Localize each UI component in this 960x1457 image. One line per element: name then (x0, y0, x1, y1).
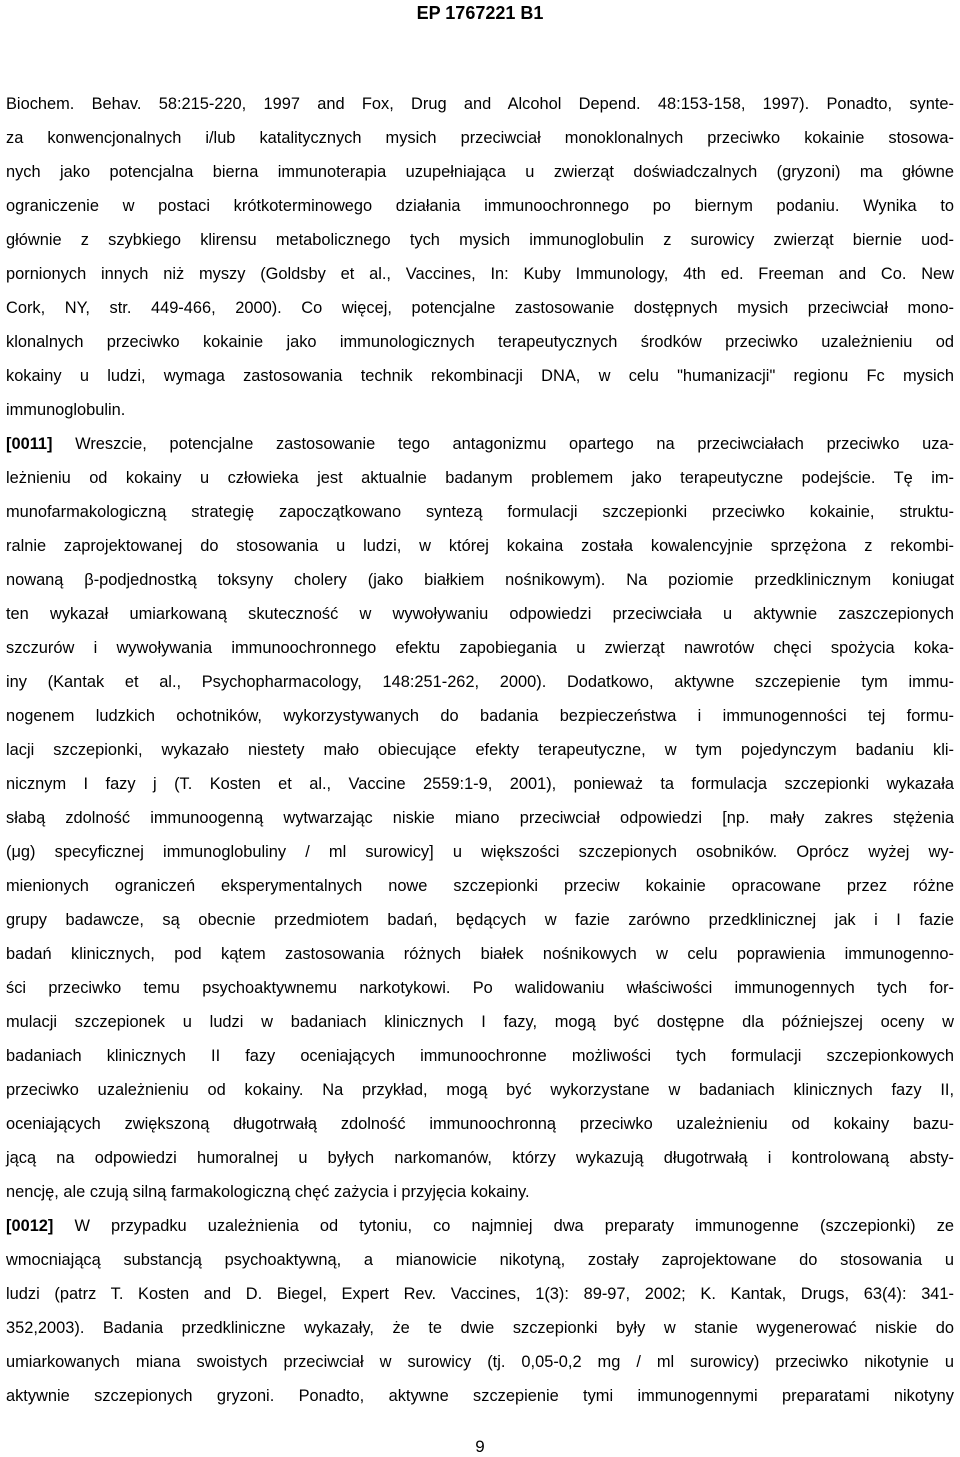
text-line: badań klinicznych, pod kątem zastosowania różnych białek nośnikowych w celu poprawienia immunogenno- (6, 945, 954, 963)
page-number: 9 (475, 1437, 485, 1456)
text-line: przeciwko uzależnieniu od kokainy. Na przykład, mogą być wykorzystane w badaniach klinicznych fazy II, (6, 1081, 954, 1099)
text-line: kokainy u ludzi, wymaga zastosowania technik rekombinacji DNA, w celu "humanizacji" regionu Fc mysich (6, 367, 954, 385)
text-line: głównie z szybkiego klirensu metabolicznego tych mysich immunoglobulin z surowicy zwierząt biernie uod- (6, 231, 954, 249)
text-line: słabą zdolność immunoogenną wytwarzając niskie miano przeciwciał odpowiedzi [np. mały zakres stężenia (6, 809, 954, 827)
text-line: Biochem. Behav. 58:215-220, 1997 and Fox, Drug and Alcohol Depend. 48:153-158, 1997). Ponadto, synte- (6, 95, 954, 113)
text-line: pornionych innych niż myszy (Goldsby et al., Vaccines, In: Kuby Immunology, 4th ed. Freeman and Co. New (6, 265, 954, 283)
text-line: jącą na odpowiedzi humoralnej u byłych narkomanów, którzy wykazują długotrwałą i kontrolowaną absty- (6, 1149, 954, 1167)
patent-number-header: EP 1767221 B1 (416, 3, 544, 23)
text-line: iny (Kantak et al., Psychopharmacology, 148:251-262, 2000). Dodatkowo, aktywne szczepienie tym immu- (6, 673, 954, 691)
text-line: ludzi (patrz T. Kosten and D. Biegel, Expert Rev. Vaccines, 1(3): 89-97, 2002; K. Kantak, Drugs, 63(4): 341- (6, 1285, 954, 1303)
text-line: nych jako potencjalna bierna immunoterapia uzupełniająca u zwierząt doświadczalnych (gryzoni) ma główne (6, 163, 954, 181)
text-line: munofarmakologiczną strategię zapoczątkowano syntezą formulacji szczepionki przeciwko kokainie, struktu- (6, 503, 954, 521)
text-line: nencję, ale czują silną farmakologiczną chęć zażycia i przyjęcia kokainy. (6, 1183, 530, 1201)
text-line: aktywnie szczepionych gryzoni. Ponadto, aktywne szczepienie tymi immunogennymi preparatami nikotyny (6, 1387, 954, 1405)
text-line: mienionych ograniczeń eksperymentalnych nowe szczepionki przeciw kokainie opracowane przez różne (6, 877, 954, 895)
text-line: ograniczenie w postaci krótkoterminowego działania immunoochronnego po biernym podaniu. Wynika to (6, 197, 954, 215)
text-line: badaniach klinicznych II fazy oceniających immunoochronne możliwości tych formulacji szczepionkowych (6, 1047, 954, 1065)
text-line: Cork, NY, str. 449-466, 2000). Co więcej, potencjalne zastosowanie dostępnych mysich przeciwciał mono- (6, 299, 954, 317)
text-line: lacji szczepionki, wykazało niestety mało obiecujące efekty terapeutyczne, w tym pojedynczym badaniu kli- (6, 741, 954, 759)
text-line: nogenem ludzkich ochotników, wykorzystywanych do badania bezpieczeństwa i immunogenności tej formu- (6, 707, 954, 725)
text-line: za konwencjonalnych i/lub katalitycznych mysich przeciwciał monoklonalnych przeciwko kokainie stosowa- (6, 129, 954, 147)
text-line: Wreszcie, potencjalne zastosowanie tego antagonizmu opartego na przeciwciałach przeciwko uza- (75, 435, 954, 453)
text-line: wmocniającą substancją psychoaktywną, a mianowicie nikotyną, zostały zaprojektowane do stosowania u (6, 1251, 954, 1269)
paragraph-ref-0011: [0011] (6, 435, 53, 453)
paragraph-0012-first-line (6, 1209, 954, 1243)
text-line: grupy badawcze, są obecnie przedmiotem badań, będących w fazie zarówno przedklinicznej jak i I fazie (6, 911, 954, 929)
text-line: mulacji szczepionek u ludzi w badaniach klinicznych I fazy, mogą być dostępne dla późniejszej oceny w (6, 1013, 954, 1031)
text-line: (μg) specyficznej immunoglobuliny / ml surowicy] u większości szczepionych osobników. Oprócz wyżej wy- (6, 843, 954, 861)
text-line: ści przeciwko temu psychoaktywnemu narkotykowi. Po walidowaniu właściwości immunogennych tych for- (6, 979, 954, 997)
text-line: szczurów i wywoływania immunoochronnego efektu zapobiegania u zwierząt nawrotów chęci spożycia koka- (6, 639, 954, 657)
paragraph-ref-0012: [0012] (6, 1217, 54, 1235)
text-line: leżnieniu od kokainy u człowieka jest aktualnie badanym problemem jako terapeutyczne podejście. Tę im- (6, 469, 954, 487)
text-line: 352,2003). Badania przedkliniczne wykazały, że te dwie szczepionki były w stanie wygenerować niskie do (6, 1319, 954, 1337)
document-body (6, 87, 954, 1413)
text-line: nicznym I fazy j (T. Kosten et al., Vaccine 2559:1-9, 2001), ponieważ ta formulacja szczepionki wykazała (6, 775, 954, 793)
text-line: nowaną β-podjednostką toksyny cholery (jako białkiem nośnikowym). Na poziomie przedklinicznym koniugat (6, 571, 954, 589)
text-line: klonalnych przeciwko kokainie jako immunologicznych terapeutycznych środków przeciwko uzależnieniu od (6, 333, 954, 351)
text-line: ralnie zaprojektowanej do stosowania u ludzi, w której kokaina została kowalencyjnie sprzężona z rekombi- (6, 537, 954, 555)
text-line: oceniających zwiększoną długotrwałą zdolność immunoochronną przeciwko uzależnieniu od kokainy bazu- (6, 1115, 954, 1133)
text-line: ten wykazał umiarkowaną skuteczność w wywoływaniu odpowiedzi przeciwciała u aktywnie zaszczepionych (6, 605, 954, 623)
paragraph-0011-first-line (6, 427, 954, 461)
text-line: umiarkowanych miana swoistych przeciwciał w surowicy (tj. 0,05-0,2 mg / ml surowicy) przeciwko nikotynie u (6, 1353, 954, 1371)
text-line: immunoglobulin. (6, 401, 126, 419)
text-line: W przypadku uzależnienia od tytoniu, co najmniej dwa preparaty immunogenne (szczepionki) ze (74, 1217, 955, 1235)
